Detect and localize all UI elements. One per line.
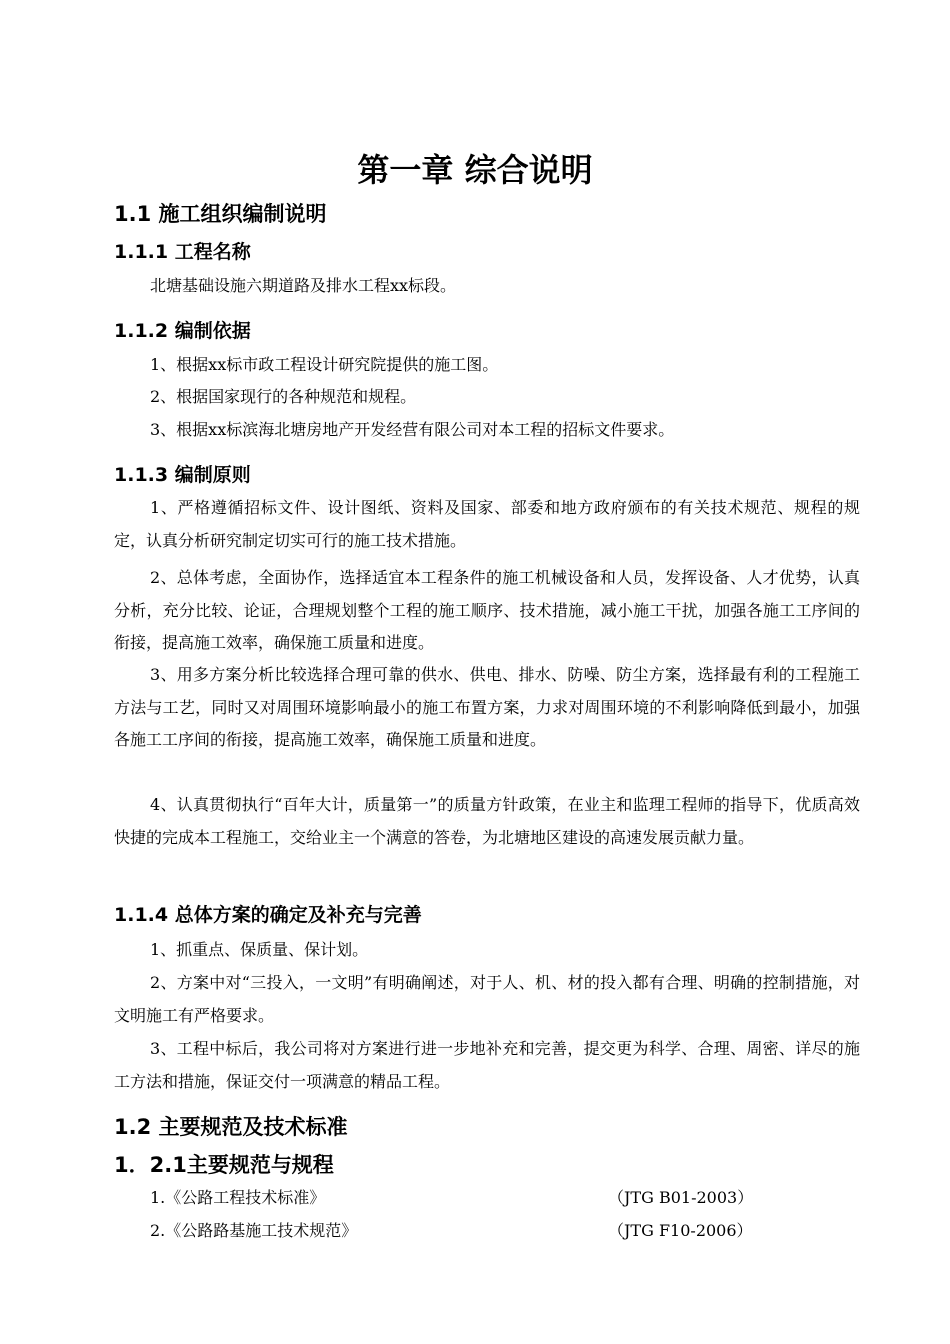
principle-paragraph: 1、严格遵循招标文件、设计图纸、资料及国家、部委和地方政府颁布的有关技术规范、规程的规定，认真分析研究制定切实可行的施工技术措施。 (114, 498, 860, 550)
basis-item: 1、根据xx标市政工程设计研究院提供的施工图。 (150, 355, 499, 374)
plan-paragraph: 3、工程中标后，我公司将对方案进行进一步地补充和完善，提交更为科学、合理、周密、详尽的施工方法和措施，保证交付一项满意的精品工程。 (114, 1039, 860, 1091)
section-heading-1-1-1: 1.1.1 工程名称 (114, 241, 251, 263)
standard-name: 2.《公路路基施工技术规范》 (150, 1221, 358, 1240)
section-heading-1-2: 1.2 主要规范及技术标准 (114, 1115, 348, 1139)
principle-paragraph: 4、认真贯彻执行“百年大计，质量第一”的质量方针政策，在业主和监理工程师的指导下，优质高效快捷的完成本工程施工，交给业主一个满意的答卷，为北塘地区建设的高速发展贡献力量。 (114, 795, 860, 847)
section-heading-1-1: 1.1 施工组织编制说明 (114, 202, 327, 226)
chapter-title: 第一章 综合说明 (357, 151, 593, 189)
section-heading-1-1-4: 1.1.4 总体方案的确定及补充与完善 (114, 904, 422, 926)
plan-paragraph: 1、抓重点、保质量、保计划。 (150, 940, 369, 959)
section-heading-1-1-2: 1.1.2 编制依据 (114, 320, 251, 342)
principle-paragraph: 2、总体考虑，全面协作，选择适宜本工程条件的施工机械设备和人员，发挥设备、人才优势，认真分析，充分比较、论证，合理规划整个工程的施工顺序、技术措施，减小施工干扰，加强各施工工序间的衔接，提高施工效率，确保施工质量和进度。 (114, 568, 860, 652)
principle-paragraph: 3、用多方案分析比较选择合理可靠的供水、供电、排水、防噪、防尘方案，选择最有利的工程施工方法与工艺，同时又对周围环境影响最小的施工布置方案，力求对周围环境的不利影响降低到最小，加强各施工工序间的衔接，提高施工效率，确保施工质量和进度。 (114, 665, 860, 749)
standard-code: （JTG B01-2003） (608, 1188, 754, 1207)
project-name-text: 北塘基础设施六期道路及排水工程xx标段。 (150, 276, 457, 295)
basis-item: 2、根据国家现行的各种规范和规程。 (150, 387, 417, 406)
standard-name: 1.《公路工程技术标准》 (150, 1188, 326, 1207)
plan-paragraph: 2、方案中对“三投入，一文明”有明确阐述，对于人、机、材的投入都有合理、明确的控制措施，对文明施工有严格要求。 (114, 973, 860, 1025)
section-heading-1-2-1: 1．2.1主要规范与规程 (114, 1153, 334, 1177)
standard-code: （JTG F10-2006） (608, 1221, 753, 1240)
section-heading-1-1-3: 1.1.3 编制原则 (114, 464, 251, 486)
basis-item: 3、根据xx标滨海北塘房地产开发经营有限公司对本工程的招标文件要求。 (150, 420, 675, 439)
